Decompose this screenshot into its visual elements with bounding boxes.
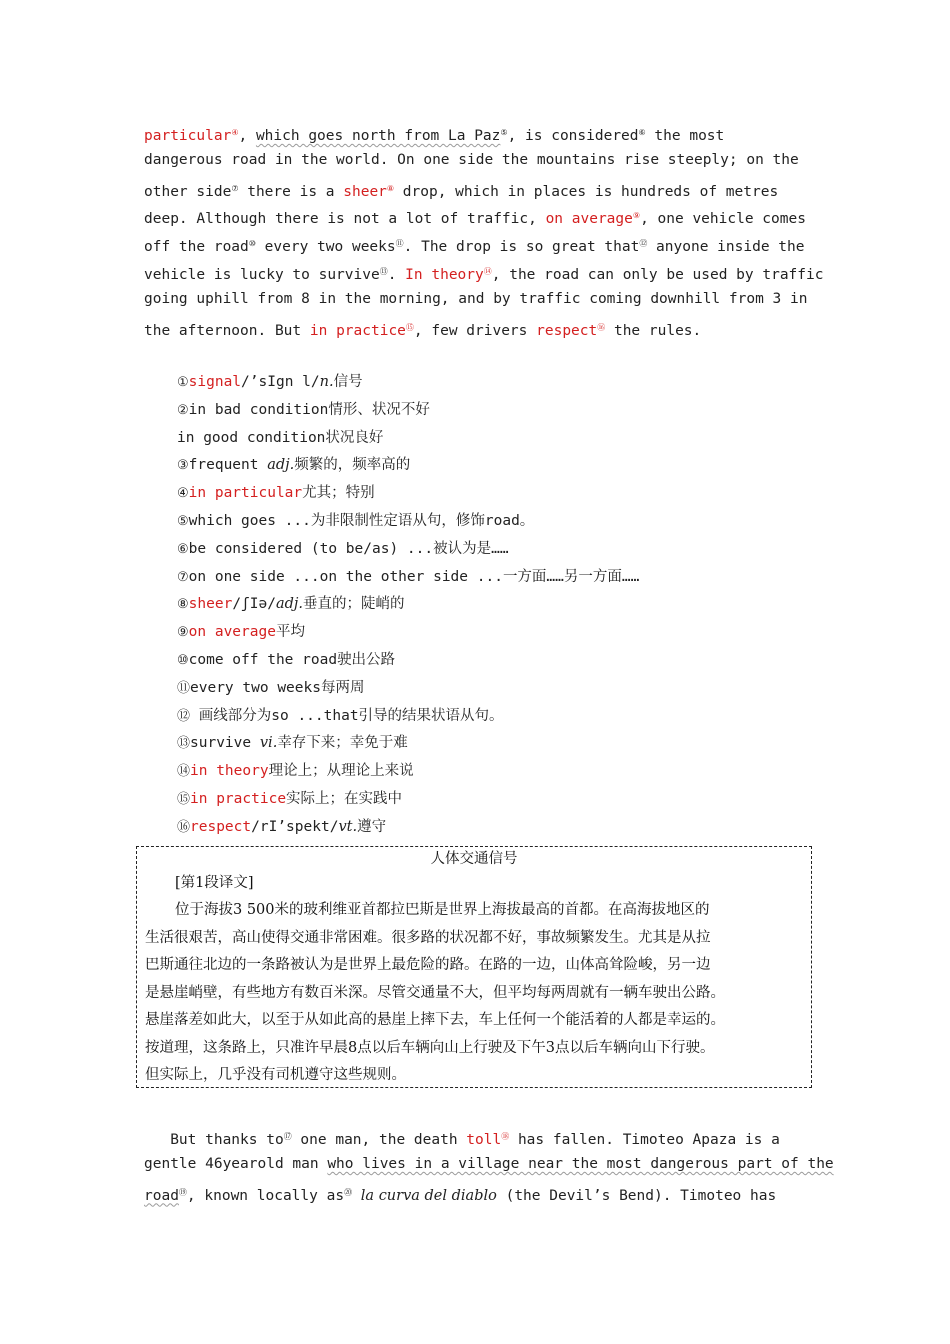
note-item <box>177 647 639 675</box>
note-marker: ⑨ <box>632 211 641 221</box>
note-marker: ⑧ <box>386 183 395 193</box>
text-run: the rules. <box>605 322 702 339</box>
text-run: off the road <box>144 239 249 256</box>
note-number: ⑦ <box>177 569 189 585</box>
note-meaning: 遵守 <box>357 818 387 835</box>
translation-line: 悬崖落差如此大，以至于从如此高的悬崖上摔下去，车上任何一个能活着的人都是幸运的。 <box>145 1012 725 1028</box>
note-item <box>177 397 639 425</box>
note-pos: adj. <box>267 457 295 474</box>
note-number: ④ <box>177 486 189 502</box>
translation-line: 生活很艰苦，高山使得交通非常困难。很多路的状况都不好，事故频繁发生。尤其是从拉 <box>145 929 711 946</box>
word-sheer: sheer <box>343 183 387 200</box>
word-toll: toll <box>466 1132 502 1148</box>
note-meaning: 状况良好 <box>325 429 384 446</box>
note-marker: ⑫ <box>639 239 648 249</box>
text-run: , known locally as <box>186 1187 345 1204</box>
translation-line: 是悬崖峭壁，有些地方有数百米深。尽管交通量不大，但平均每两周就有一辆车驶出公路。 <box>145 984 725 1001</box>
note-meaning: 被认为是…… <box>433 540 509 557</box>
note-meaning: 实际上；在实践中 <box>286 790 403 807</box>
para1-line-1 <box>144 119 814 147</box>
text-run: , is considered <box>507 128 639 144</box>
paragraph-2 <box>144 1123 834 1206</box>
note-text: on one side ...on the other side ... <box>188 568 503 585</box>
note-item <box>177 369 639 397</box>
note-meaning: 尤其；特别 <box>302 485 375 502</box>
note-text: frequent <box>188 457 268 474</box>
note-term: in theory <box>190 763 269 780</box>
note-marker: ④ <box>231 128 239 137</box>
note-pos: n. <box>319 374 334 390</box>
vocabulary-notes <box>177 369 639 842</box>
note-meaning: 垂直的；陡峭的 <box>303 596 405 613</box>
note-marker: ⑤ <box>500 128 508 137</box>
text-run: . The drop is so great that <box>403 239 640 256</box>
note-pos: vt. <box>338 818 358 835</box>
note-text: in good condition <box>177 429 326 446</box>
translation-line: 巴斯通往北边的一条路被认为是世界上最危险的路。在路的一边，山体高耸险峻，另一边 <box>145 957 711 973</box>
note-text: be considered (to be/as) ... <box>188 540 434 557</box>
note-term: in practice <box>190 790 287 807</box>
note-text: survive <box>190 735 260 752</box>
underlined-clause: road <box>144 1187 179 1204</box>
translation-line: 但实际上，几乎没有司机遵守这些规则。 <box>145 1067 406 1083</box>
note-number: ⑨ <box>177 625 189 641</box>
note-marker: ⑬ <box>379 266 388 276</box>
note-term: in particular <box>188 485 303 502</box>
text-run: drop, which in places is hundreds of metres <box>394 183 779 200</box>
paragraph-1 <box>144 119 824 341</box>
para1-line-8 <box>144 314 814 342</box>
text-run: (the Devil’s Bend). Timoteo has <box>496 1187 777 1204</box>
para1-line-3 <box>144 175 814 203</box>
note-item <box>177 564 639 592</box>
para1-line-7: going uphill from 8 in the morning, and by traffic coming downhill from 3 in <box>144 290 808 307</box>
note-number: ⑬ <box>177 736 191 752</box>
note-item <box>177 452 639 480</box>
phrase-in-particular: particular <box>144 128 232 144</box>
note-marker: ⑲ <box>178 1187 187 1197</box>
note-text <box>190 708 199 724</box>
note-meaning: 一方面……另一方面…… <box>502 568 640 585</box>
note-item <box>177 758 639 786</box>
note-marker: ⑳ <box>344 1187 353 1197</box>
note-marker: ⑱ <box>501 1132 510 1141</box>
note-item <box>177 730 639 758</box>
para2-line-1 <box>144 1123 814 1151</box>
note-number: ⑫ <box>177 708 191 724</box>
translation-box <box>136 846 812 1088</box>
note-meaning: 幸存下来；幸免于难 <box>277 735 408 752</box>
text-run <box>352 1188 361 1204</box>
translation-subtitle: [第1段译文] <box>175 875 254 891</box>
note-number: ⑪ <box>177 680 191 696</box>
note-item <box>177 508 639 536</box>
underlined-clause: which goes north from La Paz <box>255 128 501 144</box>
note-number: ⑭ <box>177 764 191 780</box>
note-pos: adj. <box>275 596 304 613</box>
text-run: other side <box>144 183 232 200</box>
text-run: the most <box>645 128 725 144</box>
note-marker: ⑥ <box>638 128 646 137</box>
text-run: . <box>387 266 406 283</box>
note-marker: ⑦ <box>231 183 239 193</box>
word-respect: respect <box>536 322 598 339</box>
note-text: which goes ... <box>188 512 311 529</box>
note-text: in bad condition <box>188 401 329 418</box>
translation-text <box>137 897 811 1090</box>
text-run: , <box>238 128 256 144</box>
para2-line-3 <box>144 1179 814 1207</box>
note-number: ⑧ <box>177 597 189 613</box>
text-run: one man, the death <box>291 1132 467 1148</box>
note-meaning: 每两周 <box>320 679 365 696</box>
note-item <box>177 619 639 647</box>
para1-line-4 <box>144 202 814 230</box>
note-number: ② <box>177 402 189 418</box>
note-number: ③ <box>177 458 189 474</box>
note-text: every two weeks <box>190 679 321 696</box>
note-number: ⑤ <box>177 513 189 529</box>
note-item <box>177 786 639 814</box>
text-run: every two weeks <box>255 239 396 256</box>
note-pos: vi. <box>259 735 278 752</box>
note-marker: ⑯ <box>597 322 606 332</box>
text-run: But thanks to <box>144 1132 284 1148</box>
note-meaning: 为非限制性定语从句，修饰road。 <box>310 512 535 529</box>
text-run: there is a <box>238 183 344 200</box>
note-item <box>177 536 639 564</box>
translation-line: 位于海拔3 500米的玻利维亚首都拉巴斯是世界上海拔最高的首都。在高海拔地区的 <box>175 902 710 918</box>
note-text: /rI’spekt/ <box>251 818 339 835</box>
note-item <box>177 675 639 703</box>
phrase-on-average: on average <box>545 211 633 228</box>
note-marker: ⑩ <box>248 239 256 249</box>
note-term: on average <box>188 624 276 641</box>
note-item <box>177 703 639 731</box>
note-number: ⑮ <box>177 791 191 807</box>
text-run: deep. Although there is not a lot of traffic, <box>144 211 546 228</box>
phrase-in-theory: In theory <box>405 266 484 283</box>
note-meaning: 频繁的，频率高的 <box>294 457 411 474</box>
para1-line-2: dangerous road in the world. On one side the mountains rise steeply; on the <box>144 151 799 168</box>
note-meaning: 驶出公路 <box>337 651 396 668</box>
note-term: signal <box>188 374 242 390</box>
text-run: , the road can only be used by traffic <box>491 266 824 283</box>
translation-title: 人体交通信号 <box>430 851 518 867</box>
translation-line: 按道理，这条路上，只准许早晨8点以后车辆向山上行驶及下午3点以后车辆向山下行驶。 <box>145 1039 715 1056</box>
note-number: ⑩ <box>177 652 189 668</box>
note-number: ⑯ <box>177 819 191 835</box>
note-meaning: 平均 <box>275 624 305 641</box>
note-term: respect <box>190 818 252 835</box>
text-run: gentle 46yearold man <box>144 1155 328 1172</box>
note-item <box>177 425 639 453</box>
note-meaning: 画线部分为so ...that引导的结果状语从句。 <box>198 707 504 724</box>
text-run: vehicle is lucky to survive <box>144 266 380 283</box>
note-number: ① <box>177 375 189 390</box>
text-run: , few drivers <box>413 322 537 339</box>
note-meaning: 情形、状况不好 <box>328 401 430 418</box>
text-run: , one vehicle comes <box>640 211 806 228</box>
para2-line-2 <box>144 1151 834 1179</box>
note-item <box>177 480 639 508</box>
note-marker: ⑪ <box>395 239 404 249</box>
note-marker: ⑮ <box>405 322 414 332</box>
note-term: sheer <box>188 596 233 613</box>
note-text: /ʃIə/ <box>232 596 276 613</box>
text-run: the afternoon. But <box>144 322 310 339</box>
underlined-clause: who lives in a village near the most dangerous part of the <box>327 1155 834 1172</box>
note-marker: ⑰ <box>283 1132 292 1141</box>
note-item <box>177 591 639 619</box>
note-meaning: 信号 <box>333 374 363 390</box>
text-run: has fallen. Timoteo Apaza is a <box>509 1132 780 1148</box>
para1-line-5 <box>144 230 814 258</box>
phrase-in-practice: in practice <box>309 322 406 339</box>
note-meaning: 理论上；从理论上来说 <box>268 763 414 780</box>
note-text: /’sIgn l/ <box>241 374 320 390</box>
para1-line-6 <box>144 258 824 286</box>
note-marker: ⑭ <box>483 266 492 276</box>
italic-phrase: la curva del diablo <box>360 1187 497 1204</box>
note-text: come off the road <box>188 651 338 668</box>
text-run: anyone inside the <box>647 239 805 256</box>
note-number: ⑥ <box>177 541 189 557</box>
note-item <box>177 814 639 842</box>
